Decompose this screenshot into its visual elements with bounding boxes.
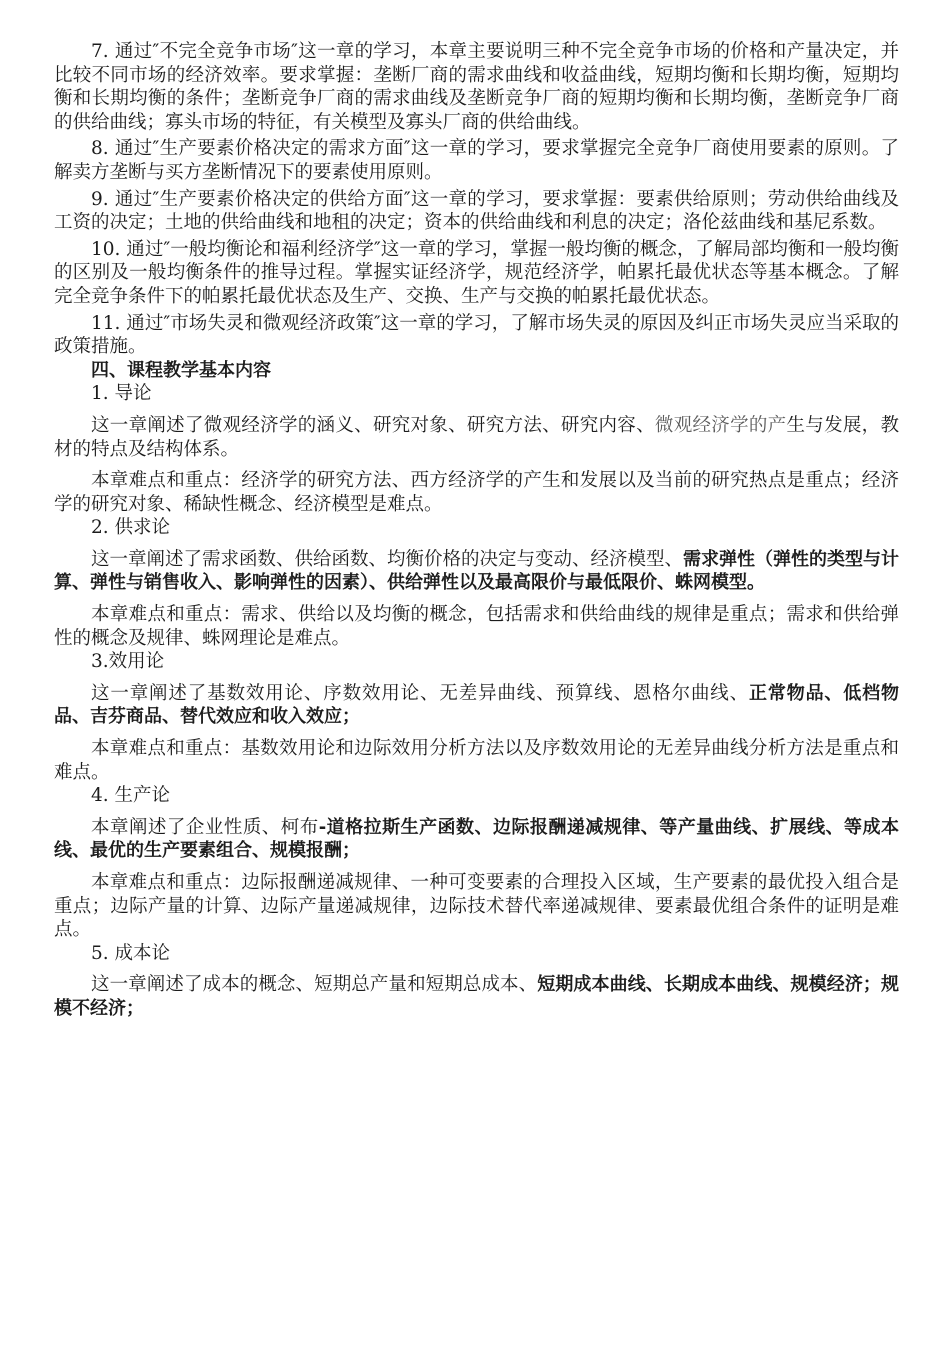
section-3-desc-bold: 正常物品、低档物品、吉芬商品、替代效应和收入效应；	[54, 682, 899, 728]
section-5-title: 5. 成本论	[91, 942, 171, 964]
section-5-description	[54, 973, 899, 1020]
section-1-title: 1. 导论	[91, 383, 152, 405]
section-2-desc-plain: 这一章阐述了需求函数、供给函数、均衡价格的决定与变动、经济模型、	[91, 548, 684, 570]
objective-7: 7. 通过″不完全竞争市场″这一章的学习，本章主要说明三种不完全竞争市场的价格和产量决定，并比较不同市场的经济效率。要求掌握：垄断厂商的需求曲线和收益曲线，短期均衡和长期均衡，短期均衡和长期均衡的条件；垄断竞争厂商的需求曲线及垄断竞争厂商的短期均衡和长期均衡，垄断竞争厂商的供给曲线；寡头市场的特征，有关模型及寡头厂商的供给曲线。	[54, 41, 899, 133]
section-1-key-points: 本章难点和重点：经济学的研究方法、西方经济学的产生和发展以及当前的研究热点是重点；经济学的研究对象、稀缺性概念、经济模型是难点。	[54, 470, 899, 515]
objective-9: 9. 通过″生产要素价格决定的供给方面″这一章的学习，要求掌握：要素供给原则；劳动供给曲线及工资的决定；土地的供给曲线和地租的决定；资本的供给曲线和利息的决定；洛伦兹曲线和基尼系数。	[54, 188, 899, 234]
document-page	[54, 40, 899, 1021]
objective-10: 10. 通过″一般均衡论和福利经济学″这一章的学习，掌握一般均衡的概念，了解局部均衡和一般均衡的区别及一般均衡条件的推导过程。掌握实证经济学，规范经济学，帕累托最优状态等基本概念。了解完全竞争条件下的帕累托最优状态及生产、交换、生产与交换的帕累托最优状态。	[54, 238, 899, 307]
section-2-key-points: 本章难点和重点：需求、供给以及均衡的概念，包括需求和供给曲线的规律是重点；需求和供给弹性的概念及规律、蛛网理论是难点。	[54, 604, 899, 649]
section-3-description	[54, 682, 899, 729]
section-2-description	[54, 548, 899, 595]
section-1-desc-b: 生与发展，教材的特点及结构体系。	[54, 414, 899, 460]
section-4-title: 4. 生产论	[91, 785, 171, 807]
objective-8: 8. 通过″生产要素价格决定的需求方面″这一章的学习，要求掌握完全竞争厂商使用要素的原则。了解卖方垄断与买方垄断情况下的要素使用原则。	[54, 138, 899, 183]
section-1-desc-a: 这一章阐述了微观经济学的涵义、研究对象、研究方法、研究内容、	[91, 414, 655, 436]
section-3-title: 3.效用论	[91, 651, 165, 673]
section-4-desc-bold: -道格拉斯生产函数、边际报酬递减规律、等产量曲线、扩展线、等成本线、最优的生产要素组合、规模报酬；	[54, 816, 899, 862]
section-3-key-points: 本章难点和重点：基数效用论和边际效用分析方法以及序数效用论的无差异曲线分析方法是重点和难点。	[54, 738, 899, 783]
section-3-desc-plain: 这一章阐述了基数效用论、序数效用论、无差异曲线、预算线、恩格尔曲线、	[91, 682, 750, 704]
section-2-title: 2. 供求论	[91, 517, 171, 539]
section-4-key-points: 本章难点和重点：边际报酬递减规律、一种可变要素的合理投入区域，生产要素的最优投入组合是重点；边际产量的计算、边际产量递减规律，边际技术替代率递减规律、要素最优组合条件的证明是难点。	[54, 872, 899, 941]
section-4-desc-plain: 本章阐述了企业性质、柯布	[91, 816, 319, 838]
section-5-desc-plain: 这一章阐述了成本的概念、短期总产量和短期总成本、	[91, 974, 538, 996]
objective-11: 11. 通过″市场失灵和微观经济政策″这一章的学习，了解市场失灵的原因及纠正市场失灵应当采取的政策措施。	[54, 312, 899, 358]
section-2-desc-bold: 需求弹性（弹性的类型与计算、弹性与销售收入、影响弹性的因素）、供给弹性以及最高限价与最低限价、蛛网模型。	[54, 548, 900, 594]
section-1-description	[54, 414, 899, 461]
section-1-desc-gray: 微观经济学的产	[654, 414, 787, 436]
section-5-desc-bold: 短期成本曲线、长期成本曲线、规模经济；规模不经济；	[54, 974, 899, 1019]
section-4-description	[54, 816, 899, 863]
section-heading: 四、课程教学基本内容	[91, 359, 271, 381]
